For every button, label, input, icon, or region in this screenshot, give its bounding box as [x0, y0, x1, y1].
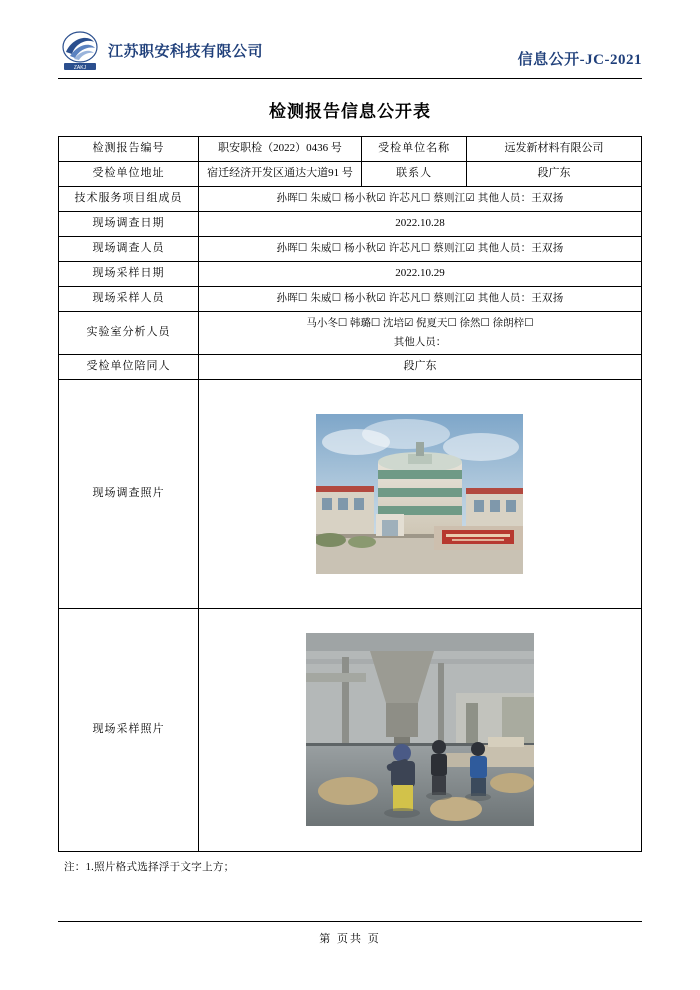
document-code: 信息公开-JC-2021	[517, 52, 642, 68]
company-logo-icon	[58, 28, 102, 72]
page-number: 第 页共 页	[319, 933, 381, 945]
company-name: 江苏职安科技有限公司	[108, 43, 264, 60]
contact-label: 联系人	[362, 161, 467, 186]
survey-date-value: 2022.10.28	[198, 211, 641, 236]
report-no-value: 职安职检（2022）0436 号	[198, 137, 361, 162]
page-title: 检测报告信息公开表	[269, 102, 431, 121]
address-label: 受检单位地址	[59, 161, 199, 186]
table-row	[59, 311, 642, 354]
survey-staff-value: 孙晖☐ 朱威☐ 杨小秋☑ 许芯凡☐ 蔡则江☑ 其他人员：王双扬	[198, 236, 641, 261]
lab-staff-label: 实验室分析人员	[59, 311, 199, 354]
table-row	[59, 186, 642, 211]
sampling-photo-label: 现场采样照片	[59, 608, 199, 851]
lab-staff-line-1: 马小冬☐ 韩璐☐ 沈培☑ 倪夏天☐ 徐然☐ 徐朗梓☐	[306, 317, 534, 329]
client-value: 远发新材料有限公司	[467, 137, 642, 162]
survey-photo-label: 现场调查照片	[59, 379, 199, 608]
sampling-date-label: 现场采样日期	[59, 261, 199, 286]
svg-text:ZAKJ: ZAKJ	[73, 65, 87, 71]
contact-value: 段广东	[467, 161, 642, 186]
report-no-label: 检测报告编号	[59, 137, 199, 162]
survey-photo-image	[316, 414, 523, 574]
table-row	[59, 236, 642, 261]
survey-date-label: 现场调查日期	[59, 211, 199, 236]
table-row	[59, 379, 642, 608]
table-row	[59, 137, 642, 162]
address-value: 宿迁经济开发区通达大道91 号	[198, 161, 361, 186]
document-header	[58, 28, 642, 79]
escort-value: 段广东	[198, 355, 641, 380]
table-row	[59, 608, 642, 851]
lab-staff-line-2: 其他人员：	[393, 336, 447, 348]
document-footer	[58, 921, 642, 946]
table-row	[59, 261, 642, 286]
survey-staff-label: 现场调查人员	[59, 236, 199, 261]
client-label: 受检单位名称	[362, 137, 467, 162]
lab-staff-value	[198, 311, 641, 354]
team-label: 技术服务项目组成员	[59, 186, 199, 211]
sampling-photo-cell	[198, 608, 641, 851]
sampling-date-value: 2022.10.29	[198, 261, 641, 286]
table-row	[59, 161, 642, 186]
escort-label: 受检单位陪同人	[59, 355, 199, 380]
sampling-staff-label: 现场采样人员	[59, 286, 199, 311]
brand	[58, 28, 263, 72]
sampling-photo-image	[306, 633, 534, 826]
table-row	[59, 355, 642, 380]
team-members-value: 孙晖☐ 朱威☐ 杨小秋☑ 许芯凡☐ 蔡则江☑ 其他人员：王双扬	[198, 186, 641, 211]
sampling-staff-value: 孙晖☐ 朱威☐ 杨小秋☑ 许芯凡☐ 蔡则江☑ 其他人员：王双扬	[198, 286, 641, 311]
survey-photo-cell	[198, 379, 641, 608]
table-note: 注：1.照片格式选择浮于文字上方；	[64, 861, 235, 873]
report-info-table	[58, 136, 642, 852]
table-row	[59, 211, 642, 236]
table-row	[59, 286, 642, 311]
